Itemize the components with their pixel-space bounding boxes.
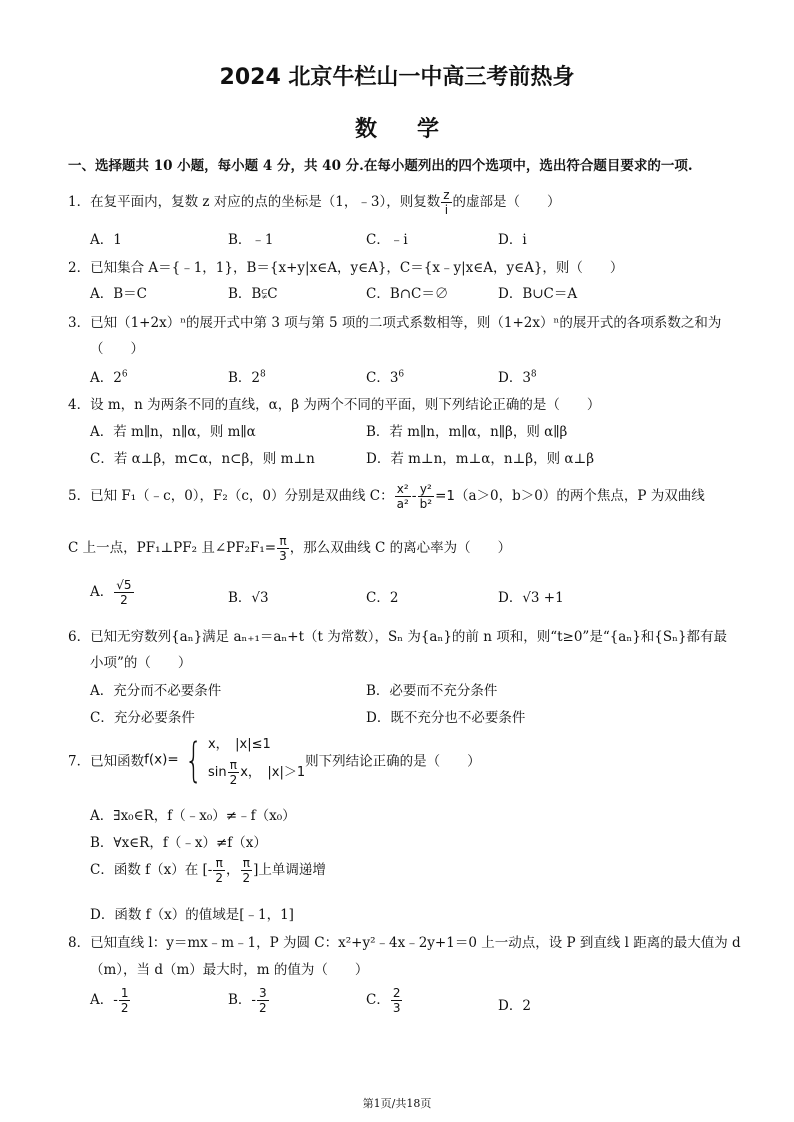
q8-a-num: 1 — [120, 986, 129, 1000]
q3-b-base: B．2 — [228, 370, 261, 386]
q5-fraction-y — [418, 482, 434, 511]
q7-text-a: 7．已知函数 — [68, 753, 145, 770]
q5-a-num: √5 — [116, 578, 132, 592]
q7-c-n1: π — [213, 856, 225, 871]
q5-option-a — [90, 578, 135, 607]
q5-a-den: 2 — [120, 593, 128, 607]
q6-option-c: C．充分必要条件 — [90, 710, 195, 726]
q8-option-d: D．2 — [498, 998, 531, 1014]
q5-text-b: （a＞0，b＞0）的两个焦点，P 为双曲线 — [455, 488, 705, 504]
q5-fraction-x — [395, 482, 411, 511]
q3-option-b — [228, 366, 266, 386]
question-5 — [68, 482, 705, 511]
question-8-cont: （m），当 d（m）最大时，m 的值为（ ） — [90, 962, 369, 978]
q1-text-a: 1．在复平面内，复数 z 对应的点的坐标是（1，﹣3），则复数 — [68, 194, 441, 210]
q3-c-base: C．3 — [366, 370, 399, 386]
q1-option-a: A．1 — [90, 232, 122, 248]
q1-fraction — [441, 188, 451, 217]
q3-d-exp: 8 — [530, 369, 537, 380]
question-5-line2 — [68, 534, 511, 563]
q7-text-b: 则下列结论正确的是（ ） — [305, 753, 481, 770]
q7-case2-a: sin — [207, 765, 227, 780]
q5-angle-den: 3 — [279, 549, 287, 563]
q8-option-c — [366, 986, 403, 1015]
q5-a-label: A． — [90, 584, 114, 600]
q1-option-c: C．﹣i — [366, 232, 408, 248]
q8-option-a — [90, 986, 131, 1015]
q7-cases — [208, 732, 305, 787]
q7-case2-fraction — [228, 758, 240, 787]
q3-option-d — [498, 366, 537, 386]
q7-fx: f(x)= — [144, 751, 179, 768]
page-footer: 第1页/共18页 — [362, 1097, 432, 1110]
q7-c-b: ]上单调递增 — [253, 862, 326, 878]
q7-c-frac2 — [241, 856, 253, 885]
q8-a-label: A．- — [90, 992, 118, 1008]
q8-c-fraction — [391, 986, 403, 1015]
q8-b-den: 2 — [258, 1001, 267, 1015]
q4-option-c: C．若 α⊥β，m⊂α，n⊂β，则 m⊥n — [90, 451, 315, 467]
question-3-cont: （ ） — [90, 341, 144, 357]
q5-f1-den: a² — [396, 497, 409, 511]
q5-option-b: B．√3 — [228, 590, 269, 606]
q5-text-a: 5．已知 F₁（﹣c，0），F₂（c，0）分别是双曲线 C： — [68, 488, 394, 504]
q5-eq: =1 — [435, 488, 455, 504]
q8-b-fraction — [257, 986, 269, 1015]
question-1 — [68, 188, 561, 217]
q5-f1-num: x² — [395, 482, 411, 497]
q2-option-c: C．B∩C＝∅ — [366, 286, 449, 302]
q7-option-c — [90, 856, 326, 885]
question-7 — [68, 732, 481, 787]
q8-option-b — [228, 986, 270, 1015]
q7-option-d: D．函数 f（x）的值域是[﹣1，1] — [90, 907, 294, 923]
q7-c-frac1 — [213, 856, 225, 885]
q3-a-base: A．2 — [90, 370, 122, 386]
q7-c-d2: 2 — [242, 871, 251, 885]
q4-option-a: A．若 m∥n，n∥α，则 m∥α — [90, 424, 256, 440]
question-3: 3．已知（1+2x）ⁿ的展开式中第 3 项与第 5 项的二项式系数相等，则（1+2x）ⁿ的展开式的各项系数之和为 — [68, 315, 722, 331]
q7-case2-b: x， |x|＞1 — [240, 765, 306, 780]
q8-b-num: 3 — [258, 986, 267, 1000]
section-heading: 一、选择题共 10 小题，每小题 4 分，共 40 分.在每小题列出的四个选项中，选出符合题目要求的一项. — [68, 158, 693, 174]
q1-frac-den: i — [444, 203, 449, 217]
q7-c-a: C．函数 f（x）在 [- — [90, 862, 213, 878]
q5-angle-fraction — [277, 534, 289, 563]
q1-option-d: D．i — [498, 232, 527, 248]
q3-d-base: D．3 — [498, 370, 531, 386]
q3-c-exp: 6 — [398, 369, 405, 380]
question-2: 2．已知集合 A＝{﹣1，1}，B＝{x+y|x∈A，y∈A}，C＝{x﹣y|x∈A，y∈A}，则（ ） — [68, 260, 624, 276]
q7-c-mid: ， — [226, 862, 240, 878]
q2-option-d: D．B∪C＝A — [498, 286, 578, 302]
q3-option-c — [366, 366, 404, 386]
q1-text-b: 的虚部是（ ） — [452, 194, 561, 210]
q8-c-label: C． — [366, 992, 390, 1008]
question-4: 4．设 m，n 为两条不同的直线，α，β 为两个不同的平面，则下列结论正确的是（ ） — [68, 397, 601, 413]
q6-option-a: A．充分而不必要条件 — [90, 683, 222, 699]
question-6-cont: 小项”的（ ） — [90, 655, 192, 671]
q1-frac-num: z — [443, 188, 450, 202]
q3-option-a — [90, 366, 128, 386]
question-8: 8．已知直线 l：y＝mx﹣m﹣1，P 为圆 C：x²+y²﹣4x﹣2y+1＝0 上一动点，设 P 到直线 l 距离的最大值为 d — [68, 935, 741, 951]
q7-case2-num: π — [228, 758, 240, 773]
q8-b-label: B．- — [228, 992, 256, 1008]
q2-option-a: A．B＝C — [90, 286, 147, 302]
q2-option-b: B．B⫋C — [228, 286, 278, 302]
q7-c-n2: π — [241, 856, 253, 871]
q4-option-b: B．若 m∥n，m∥α，n∥β，则 α∥β — [366, 424, 568, 440]
q5-f2-num: y² — [418, 482, 434, 497]
q7-case2-den: 2 — [229, 773, 238, 787]
q8-a-fraction — [119, 986, 131, 1015]
q5-option-d: D．√3 +1 — [498, 590, 564, 606]
q1-option-b: B．﹣1 — [228, 232, 274, 248]
q3-b-exp: 8 — [260, 369, 266, 380]
q8-c-den: 3 — [392, 1001, 401, 1015]
q3-a-exp: 6 — [121, 369, 128, 380]
q5-a-fraction — [114, 578, 133, 607]
q8-c-num: 2 — [392, 986, 401, 1000]
q7-brace: { — [184, 732, 203, 787]
q7-c-d1: 2 — [215, 871, 223, 885]
q5-line2-b: ，那么双曲线 C 的离心率为（ ） — [289, 540, 512, 556]
q7-case1: x， |x|≤1 — [207, 737, 271, 752]
question-6: 6．已知无穷数列{aₙ}满足 aₙ₊₁＝aₙ+t（t 为常数），Sₙ 为{aₙ}的前 n 项和，则“t≥0”是“{aₙ}和{Sₙ}都有最 — [68, 629, 728, 645]
q6-option-d: D．既不充分也不必要条件 — [366, 710, 526, 726]
q7-option-b: B．∀x∈R，f（﹣x）≠f（x） — [90, 835, 267, 851]
q5-minus: - — [411, 488, 417, 504]
page-title: 2024 北京牛栏山一中高三考前热身 — [219, 65, 575, 90]
q7-option-a: A．∃x₀∈R，f（﹣x₀）≠﹣f（x₀） — [90, 808, 296, 824]
q5-angle-num: π — [277, 534, 289, 549]
subject-title: 数学 — [354, 117, 479, 142]
q6-option-b: B．必要而不充分条件 — [366, 683, 498, 699]
q8-a-den: 2 — [120, 1001, 129, 1015]
q4-option-d: D．若 m⊥n，m⊥α，n⊥β，则 α⊥β — [366, 451, 595, 467]
q7-case2 — [208, 758, 305, 787]
q5-f2-den: b² — [419, 497, 433, 511]
q5-option-c: C．2 — [366, 590, 399, 606]
q5-line2-a: C 上一点，PF₁⊥PF₂ 且∠PF₂F₁= — [68, 540, 277, 556]
